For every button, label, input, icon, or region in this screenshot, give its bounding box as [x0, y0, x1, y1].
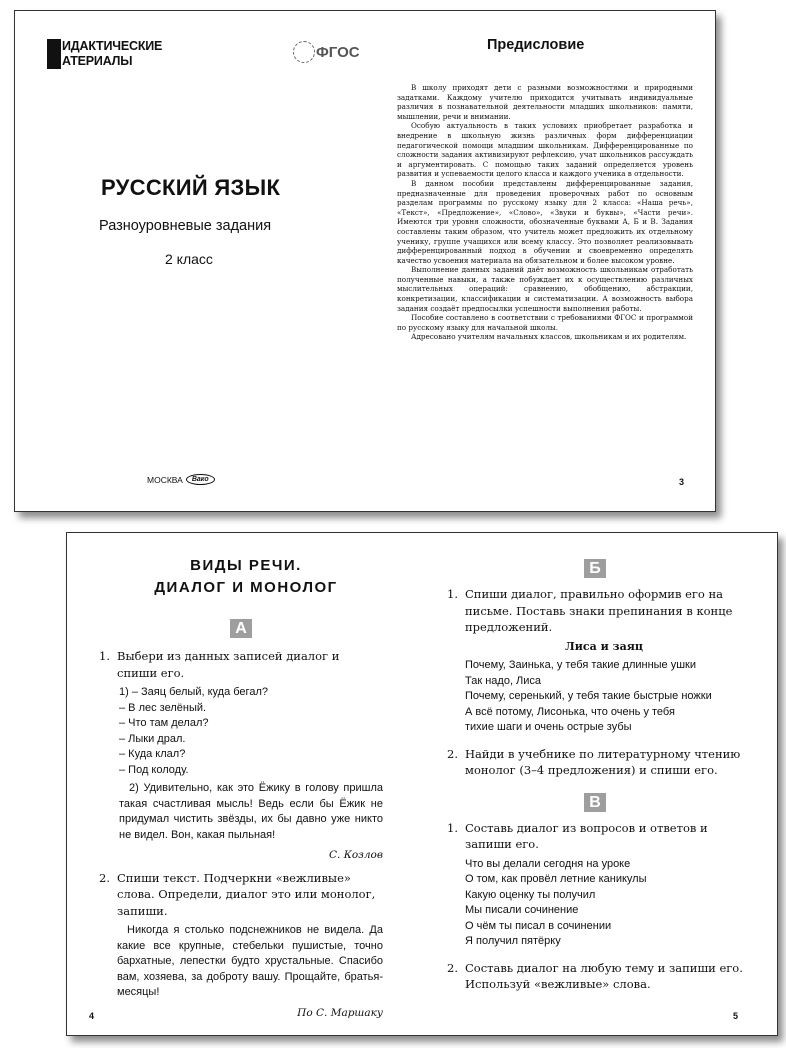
- dialogue-line: Я получил пятёрку: [465, 935, 561, 947]
- dialogue-line: – В лес зелёный.: [119, 701, 207, 714]
- bottom-book-spread: [66, 532, 778, 1036]
- section-title: [109, 555, 383, 599]
- task-a2-author: По С. Маршаку: [297, 1006, 383, 1019]
- page-number-4: 4: [89, 1011, 95, 1021]
- preface-paragraph: Адресовано учителям начальных классов, школьникам и их родителям.: [411, 332, 687, 342]
- preface-paragraph: В школу приходят дети с разными возможностями и природными задатками. Каждому учителю приходится учитывать индивидуальные различия в познавательной деятельности младших школьников: памяти, мышлении, речи и внимании.: [397, 83, 693, 121]
- task-instruction: Найди в учебнике по литературному чтению монолог (3–4 предложения) и спиши его.: [465, 746, 741, 777]
- task-b1-dialogue: [465, 658, 743, 736]
- task-a1-author: С. Козлов: [328, 849, 383, 861]
- section-title-line2: ДИАЛОГ И МОНОЛОГ: [154, 579, 338, 596]
- dialogue-line: – Лыки драл.: [119, 732, 186, 745]
- dialogue-line: Почему, серенький, у тебя такие быстрые ножки: [465, 690, 712, 702]
- dialogue-line: Так надо, Лиса: [465, 674, 542, 687]
- preface-title: Предисловие: [487, 37, 585, 53]
- dialogue-line: Какую оценку ты получил: [465, 888, 596, 901]
- book-title: РУССКИЙ ЯЗЫК: [101, 175, 281, 200]
- task-b1: [447, 586, 743, 736]
- task-a2-excerpt: Никогда я столько подснежников не видела. Да какие все крупные, стебельки пушистые, точно бархатные, лепестки будто хрустальные. Спасибо вам, хозяева, за доброту вашу. Прощайте, братья-месяцы!: [117, 924, 383, 998]
- dialogue-line: – Что там делал?: [119, 717, 209, 729]
- preface-paragraph: Пособие составлено в соответствии с требованиями ФГОС и программой по русскому языку для начальной школы.: [397, 313, 693, 332]
- right-page: [447, 555, 743, 993]
- publisher-mark: [147, 474, 215, 485]
- section-title-line1: ВИДЫ РЕЧИ.: [190, 557, 302, 574]
- task-instruction: Составь диалог из вопросов и ответов и запиши его.: [465, 820, 708, 851]
- fgos-ring-icon: [293, 41, 315, 63]
- fgos-label: ФГОС: [316, 43, 360, 61]
- book-grade: 2 класс: [165, 251, 213, 267]
- preface-paragraph: Выполнение данных заданий даёт возможность школьникам отработать полученные навыки, а также побуждает их к осуществлению различных мыслительных операций: сравнению, обобщению, абстракции, конкретизации, классификации и систематизации. А возможность выбора задания создаёт предпосылки успешности выполнения работы.: [397, 265, 693, 313]
- task-instruction: Спиши текст. Подчеркни «вежливые» слова. Определи, диалог это или монолог, запиши.: [117, 870, 376, 918]
- dialogue-line: Мы писали сочинение: [465, 904, 579, 916]
- task-a1: [99, 648, 383, 864]
- preface-body: [397, 83, 693, 342]
- publisher-logo: Вако: [186, 474, 215, 485]
- dialogue-line: Что вы делали сегодня на уроке: [465, 857, 631, 870]
- logo-letter-mark: [47, 39, 61, 69]
- preface-paragraph: В данном пособии представлены дифференцированные задания, предназначенные для проведения проверочных работ по основным разделам программы по русскому языку для 2 класса: «Наша речь», «Текст», «Предложение», «Слово», «Звуки и буквы», «Части речи». Имеются три уровня сложности, обозначенные буквами А, Б и В. Задания составлены таким образом, что учитель может предложить их отдельному ученику, группе учащихся или всему классу. Это позволяет реализовывать дифференцированный подход в обучении и своевременно определять качество усвоения материала на обязательном и более высоком уровне.: [397, 178, 693, 265]
- dialogue-line: 1) – Заяц белый, куда бегал?: [119, 686, 268, 698]
- task-a1-dialogue: [119, 685, 383, 843]
- dialogue-line: А всё потому, Лисонька, что очень у тебя: [465, 705, 675, 718]
- didactic-materials-logo: [47, 39, 162, 69]
- task-number: 1.: [99, 649, 110, 663]
- level-v-badge: В: [584, 793, 606, 812]
- task-number: 1.: [447, 820, 458, 835]
- page-number-5: 5: [733, 1011, 739, 1021]
- page-number-3: 3: [679, 477, 685, 487]
- task-v1-lines: [465, 857, 743, 950]
- book-subtitle: Разноуровневые задания: [99, 218, 272, 234]
- publisher-city: МОСКВА: [147, 474, 183, 485]
- task-b1-title: Лиса и заяц: [565, 639, 643, 653]
- dialogue-line: Почему, Заинька, у тебя такие длинные ушки: [465, 659, 697, 671]
- top-book-spread: [14, 10, 716, 512]
- dialogue-line: – Под колоду.: [119, 763, 189, 776]
- left-page: [99, 555, 383, 1021]
- task-v2: [447, 960, 743, 993]
- task-v1: [447, 820, 743, 950]
- dialogue-line: О чём ты писал в сочинении: [465, 919, 612, 932]
- task-number: 2.: [99, 870, 110, 885]
- preface-paragraph: Особую актуальность в таких условиях приобретает разработка и внедрение в школьную жизнь различных форм дифференциации педагогической помощи младшим школьникам. Дифференцированные по сложности задания активизируют рефлексию, учат школьников рассуждать и аргументировать. С помощью таких заданий определяется уровень развития и успеваемости целого класса и каждого ученика в отдельности.: [397, 121, 693, 179]
- level-b-badge: Б: [584, 559, 606, 578]
- task-b2: [447, 746, 743, 779]
- dialogue-line: О том, как провёл летние каникулы: [465, 873, 647, 885]
- level-a-badge: А: [230, 619, 252, 638]
- task-number: 2.: [447, 960, 458, 975]
- task-number: 2.: [447, 746, 458, 761]
- logo-line2: АТЕРИАЛЫ: [62, 54, 133, 68]
- task-a2: [99, 870, 383, 1022]
- task-instruction: Выбери из данных записей диалог и спиши его.: [117, 649, 340, 680]
- task-number: 1.: [447, 587, 458, 601]
- logo-line1: ИДАКТИЧЕСКИЕ: [62, 39, 163, 53]
- task-instruction: Составь диалог на любую тему и запиши его. Используй «вежливые» слова.: [465, 960, 743, 991]
- task-a1-text2: 2) Удивительно, как это Ёжику в голову пришла такая счастливая мысль! Ведь если бы Ёжик не придумал чистить звёзды, их бы давно уже никто не видел. Вон, какая пыльная!: [119, 782, 383, 841]
- dialogue-line: тихие шаги и очень острые зубы: [465, 721, 632, 733]
- fgos-badge: [293, 41, 360, 63]
- dialogue-line: – Куда клал?: [119, 748, 186, 760]
- task-instruction: Спиши диалог, правильно оформив его на письме. Поставь знаки препинания в конце предложений.: [465, 587, 733, 634]
